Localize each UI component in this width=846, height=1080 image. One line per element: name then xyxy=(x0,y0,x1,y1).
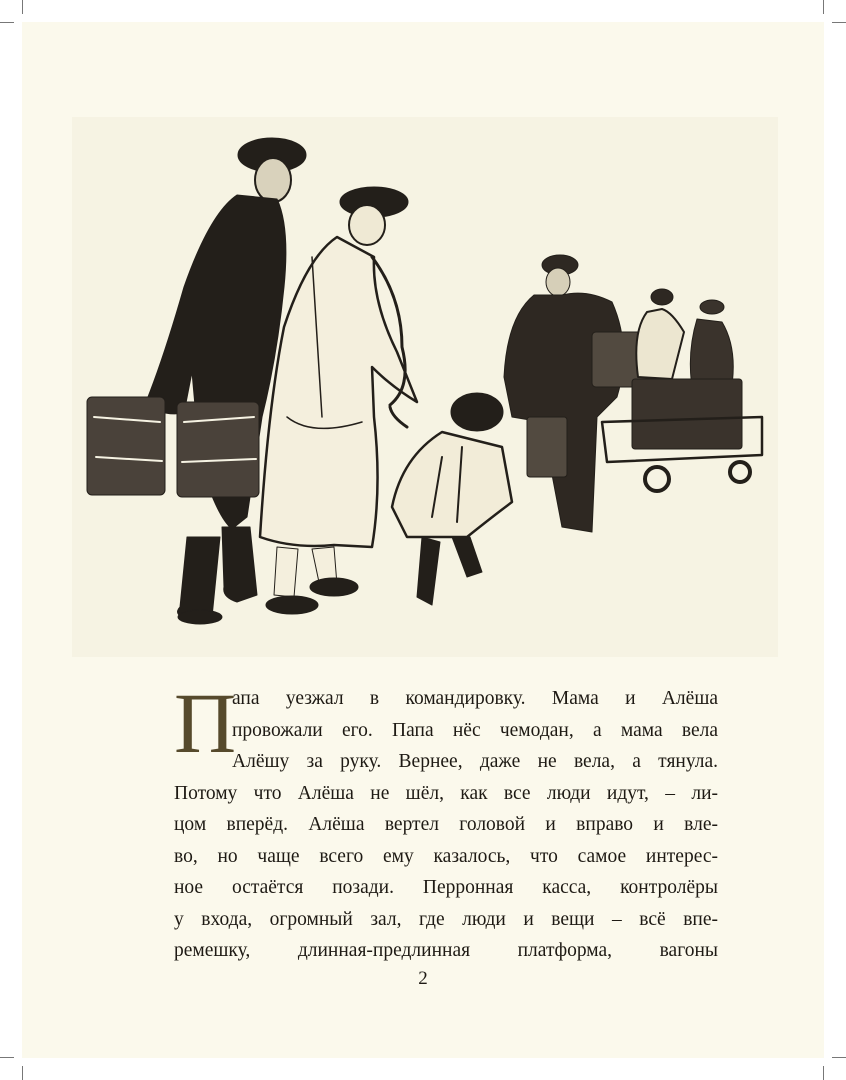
luggage-cart xyxy=(602,289,762,491)
text-line: во, но чаще всего ему казалось, что самое интерес- xyxy=(174,845,718,867)
crop-mark xyxy=(832,22,846,23)
porter-figure xyxy=(504,255,652,532)
text-line: ное остаётся позади. Перронная касса, контролёры xyxy=(174,877,718,898)
text-line: Алёшу за руку. Вернее, даже не вела, а тянула. xyxy=(232,751,718,772)
crop-mark xyxy=(22,0,23,14)
body-text xyxy=(174,683,718,967)
text-line: у входа, огромный зал, где люди и вещи – всё впе- xyxy=(174,908,718,930)
text-line: Потому что Алёша не шёл, как все люди идут, – ли- xyxy=(174,782,718,804)
crop-mark xyxy=(0,1057,14,1058)
boy-figure xyxy=(390,393,512,605)
crop-mark xyxy=(0,22,14,23)
text-line: цом вперёд. Алёша вертел головой и вправо и вле- xyxy=(174,814,718,835)
text-line: провожали его. Папа нёс чемодан, а мама вела xyxy=(232,719,718,741)
crop-mark xyxy=(823,1066,824,1080)
crop-mark xyxy=(832,1057,846,1058)
page-number: 2 xyxy=(418,968,428,989)
station-sketch-image xyxy=(72,117,778,657)
text-line: апа уезжал в командировку. Мама и Алёша xyxy=(232,688,718,709)
crop-mark xyxy=(823,0,824,14)
illustration xyxy=(72,117,778,657)
text-line: ремешку, длинная-предлинная платформа, вагоны xyxy=(174,940,718,961)
crop-mark xyxy=(22,1066,23,1080)
drop-cap: П xyxy=(174,675,237,771)
